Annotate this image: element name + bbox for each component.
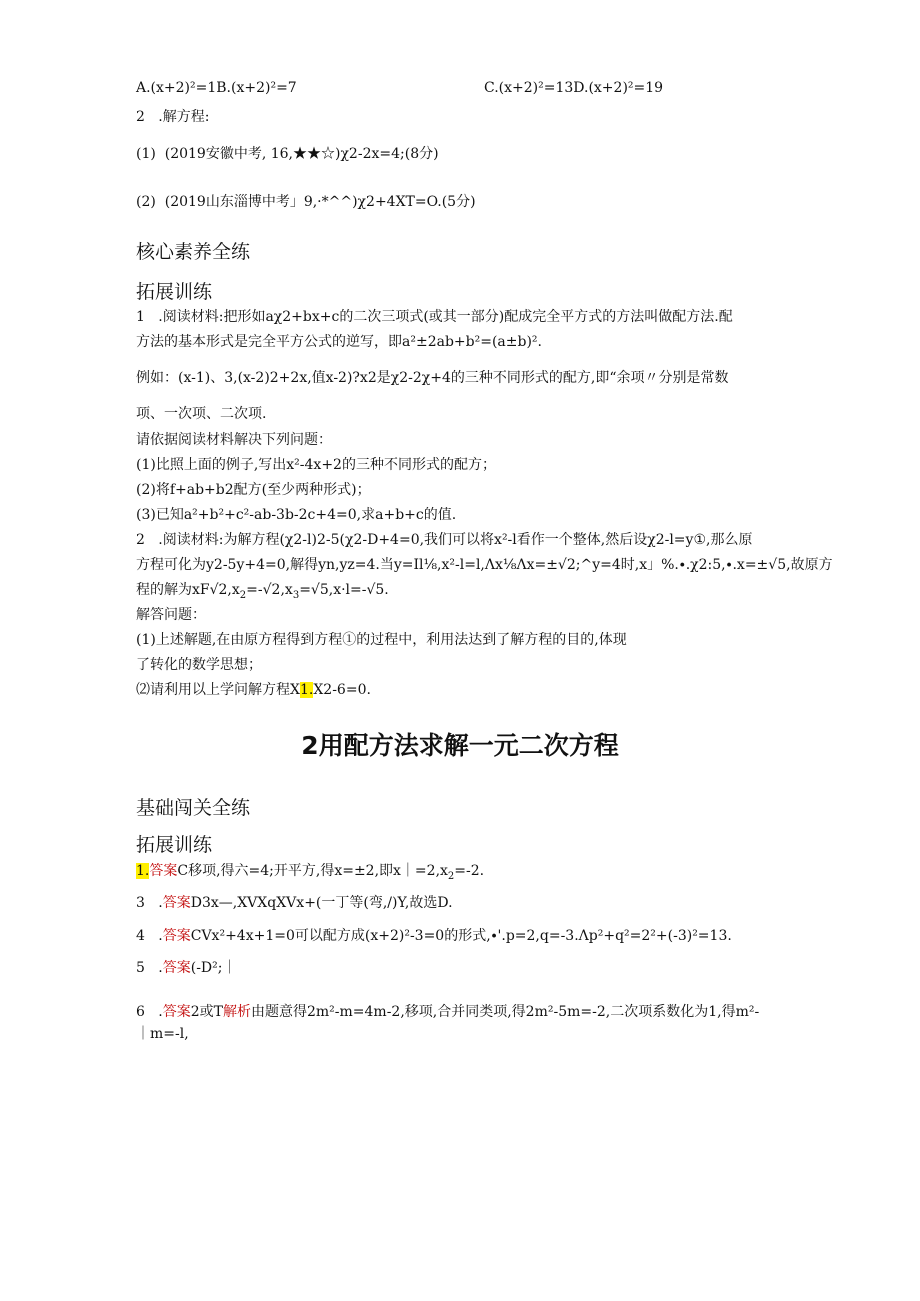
q1-options-ab: A.(x+2)²=1B.(x+2)²=7 (136, 80, 297, 96)
answer-6-number: 6 (136, 1004, 145, 1020)
reading-1-line-1 (136, 307, 733, 327)
answer-1 (136, 861, 484, 887)
answer-label: 答案 (162, 928, 191, 944)
reading-2-number: 2 (136, 532, 145, 548)
answer-3 (136, 893, 453, 913)
answer-3-dot: . (158, 895, 163, 911)
q2-part-2: (2) (2019山东淄博中考」9,·*^^)χ2+4XT=O.(5分) (136, 194, 476, 210)
reading-2-line-3-a: 程的解为xF√2,x (136, 582, 240, 598)
reading-1-line-2: 方法的基本形式是完全平方公式的逆写，即a²±2ab+b²=(a±b)². (136, 334, 542, 350)
reading-2-question-2-a: ⑵请利用以上学问解方程X (136, 682, 300, 698)
answer-5-dot: . (158, 960, 163, 976)
answer-5 (136, 958, 236, 978)
reading-2-line-1 (136, 530, 752, 550)
reading-1-number: 1 (136, 309, 145, 325)
answer-6-dot: . (158, 1004, 163, 1020)
q2-part-1: (1) (2019安徽中考, 16,★★☆)χ2-2x=4;(8分) (136, 146, 439, 162)
highlight-mark: 1. (299, 682, 314, 698)
reading-2-line-1-text: .阅读材料:为解方程(χ2-l)2-5(χ2-D+4=0,我们可以将x²-l看作一个整体,然后设χ2-l=y①,那么原 (158, 532, 753, 548)
answer-label: 答案 (162, 895, 191, 911)
reading-1-sub-2: (2)将f+ab+b2配方(至少两种形式)； (136, 482, 371, 498)
reading-2-question-2 (136, 680, 371, 700)
answer-1-sub: 2 (447, 870, 455, 882)
reading-2-line-3-c: =-√2,x (246, 582, 293, 598)
answer-4 (136, 926, 732, 946)
answer-6-text: 由题意得2m²-m=4m-2,移项,合并同类项,得2m²-5m=-2,二次项系数化为1,得m²- (250, 1004, 760, 1020)
reading-1-sub-3: (3)已知a²+b²+c²-ab-3b-2c+4=0,求a+b+c的值. (136, 507, 457, 523)
extension-heading-1: 拓展训练 (136, 281, 213, 303)
reading-2-question-2-b: X2-6=0. (313, 682, 371, 698)
reading-2-question-1-cont: 了转化的数学思想； (136, 657, 262, 673)
extension-heading-2: 拓展训练 (136, 834, 213, 856)
reading-2-answer-prompt: 解答问题： (136, 607, 206, 623)
answer-4-dot: . (158, 928, 163, 944)
reading-2-line-2: 方程可化为y2-5y+4=0,解得yn,yz=4.当y=Il⅛,x²-l=l,Λx⅛Λx=±√2;^y=4时,x」%.∙.χ2:5,∙.x=±√5,故原方 (136, 557, 833, 573)
answer-6 (136, 1002, 759, 1022)
core-literacy-heading: 核心素养全练 (136, 241, 251, 263)
answer-6-cont: ｜m=-l, (136, 1026, 189, 1042)
basic-heading: 基础闯关全练 (136, 797, 251, 819)
analysis-label: 解析 (222, 1004, 251, 1020)
answer-label: 答案 (149, 863, 178, 879)
q1-options-cd: C.(x+2)²=13D.(x+2)²=19 (484, 80, 664, 96)
answer-3-text: D3x—,XVXqXVx+(一丁等(弯,/)Y,故选D. (190, 895, 453, 911)
reading-2-line-3-sub-2: 2 (239, 589, 247, 601)
reading-1-line-1-text: .阅读材料:把形如aχ2+bx+c的二次三项式(或其一部分)配成完全平方式的方法叫做配方法.配 (158, 309, 733, 325)
q2-stem (136, 107, 209, 127)
answer-label: 答案 (162, 960, 191, 976)
answer-5-text: (-D²;｜ (190, 960, 237, 976)
answer-3-number: 3 (136, 895, 145, 911)
section-title: 2用配方法求解一元二次方程 (301, 731, 619, 760)
q2-stem-text: .解方程: (158, 109, 210, 125)
answer-4-text: CVx²+4x+1=0可以配方成(x+2)²-3=0的形式,∙'.p=2,q=-3.Λp²+q²=2²+(-3)²=13. (190, 928, 732, 944)
answer-6-value: 2或T (190, 1004, 223, 1020)
answer-1-text: C移项,得六=4;开平方,得x=±2,即x｜=2,x (177, 863, 448, 879)
reading-1-ask: 请依据阅读材料解决下列问题： (136, 432, 332, 448)
reading-2-line-3 (136, 580, 389, 606)
answer-4-number: 4 (136, 928, 145, 944)
answer-5-number: 5 (136, 960, 145, 976)
answer-1-number: 1. (136, 863, 150, 879)
reading-1-sub-1: (1)比照上面的例子,写出x²-4x+2的三种不同形式的配方； (136, 457, 496, 473)
reading-2-line-3-e: =√5,x·l=-√5. (299, 582, 389, 598)
q2-number: 2 (136, 109, 145, 125)
reading-1-example-1: 例如：(x-1)、3,(x-2)2+2x,值x-2)?x2是χ2-2χ+4的三种不同形式的配方,即“余项〃分别是常数 (136, 370, 729, 386)
reading-2-question-1: (1)上述解题,在由原方程得到方程①的过程中，利用法达到了解方程的目的,体现 (136, 632, 627, 648)
answer-label: 答案 (162, 1004, 191, 1020)
reading-1-example-2: 项、一次项、二次项. (136, 406, 267, 422)
reading-2-line-3-sub-3: 3 (292, 589, 300, 601)
answer-1-end: =-2. (454, 863, 485, 879)
